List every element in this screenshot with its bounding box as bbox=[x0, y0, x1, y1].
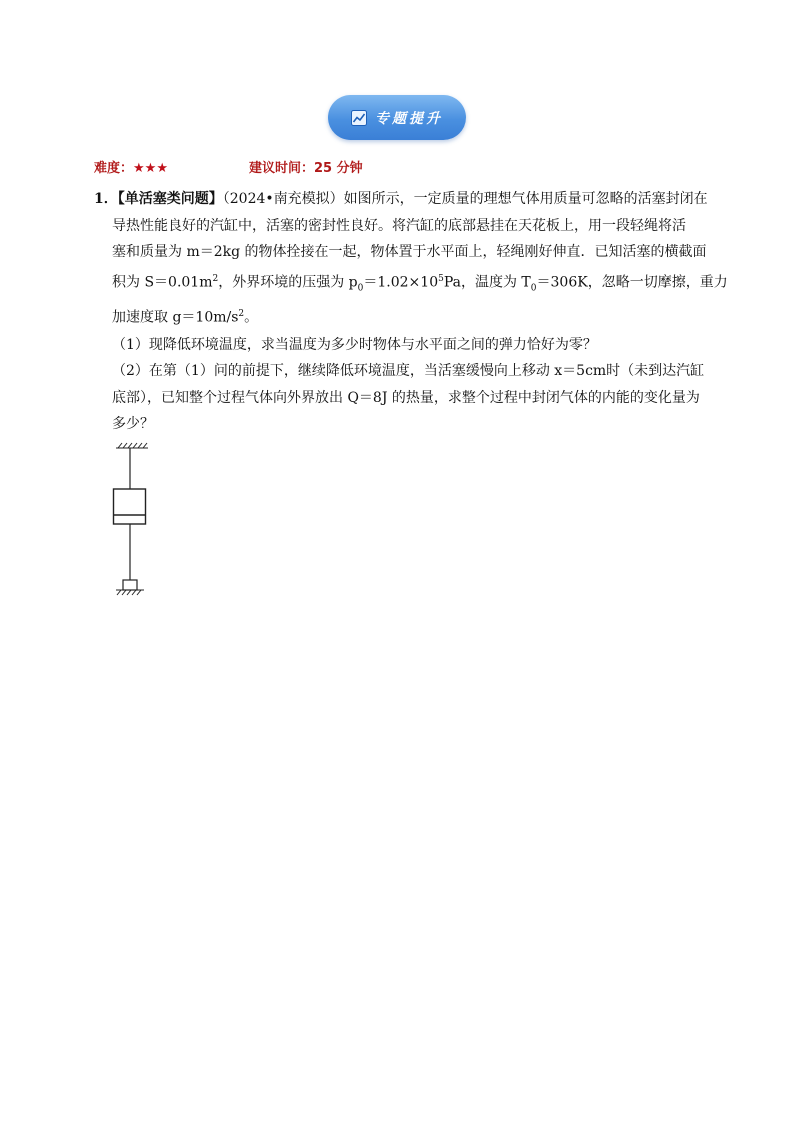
suggested-time: 建议时间：25 分钟 bbox=[249, 161, 363, 176]
difficulty bbox=[94, 157, 168, 176]
part-1: （1）现降低环境温度，求当温度为多少时物体与水平面之间的弹力恰好为零？ bbox=[112, 336, 597, 353]
superscript: 2 bbox=[238, 309, 245, 320]
subscript: 0 bbox=[530, 282, 537, 293]
text-run: ，外界环境的压强为 p bbox=[218, 274, 358, 291]
question-line bbox=[94, 301, 704, 331]
text-run: Pa，温度为 T bbox=[443, 274, 531, 291]
superscript: 5 bbox=[438, 273, 444, 284]
part-2-line: 底部），已知整个过程气体向外界放出 Q＝8J 的热量，求整个过程中封闭气体的内能的变化量为 bbox=[112, 389, 700, 406]
text-run: ＝1.02×10 bbox=[363, 274, 439, 291]
block bbox=[123, 580, 137, 590]
text-run: 积为 S＝0.01m bbox=[112, 274, 213, 291]
part-2-line: 多少？ bbox=[112, 416, 154, 433]
question-number: 1． bbox=[94, 191, 118, 207]
text-run: 。 bbox=[244, 310, 259, 327]
question-line: 塞和质量为 m＝2kg 的物体拴接在一起，物体置于水平面上，轻绳刚好伸直．已知活塞的横截面 bbox=[112, 244, 707, 260]
part-2-line: （2）在第（1）问的前提下，继续降低环境温度，当活塞缓慢向上移动 x＝5cm时（未到达汽缸 bbox=[112, 363, 705, 380]
text-run: 加速度取 g＝10m/s bbox=[112, 310, 239, 327]
question-tag: 【单活塞类问题】 bbox=[117, 191, 223, 207]
text-run: ＝306K，忽略一切摩擦，重力 bbox=[536, 274, 728, 291]
question-1 bbox=[94, 186, 728, 438]
question-line bbox=[94, 266, 728, 302]
difficulty-label: 难度： bbox=[94, 161, 134, 176]
ceiling-hatch bbox=[116, 443, 148, 448]
badge-label: 专题提升 bbox=[375, 110, 443, 127]
question-line bbox=[94, 186, 708, 213]
difficulty-stars: ★★★ bbox=[133, 161, 168, 176]
subscript: 0 bbox=[357, 282, 364, 293]
cylinder bbox=[114, 489, 146, 524]
chart-line-icon bbox=[351, 110, 367, 126]
section-badge bbox=[328, 95, 466, 140]
question-line: 导热性能良好的汽缸中，活塞的密封性良好。将汽缸的底部悬挂在天花板上，用一段轻绳将活 bbox=[112, 217, 686, 234]
ground-hatch bbox=[116, 590, 144, 595]
cylinder-diagram bbox=[112, 440, 152, 600]
superscript: 2 bbox=[212, 273, 219, 284]
question-text: （2024•南充模拟）如图所示，一定质量的理想气体用质量可忽略的活塞封闭在 bbox=[222, 191, 708, 207]
